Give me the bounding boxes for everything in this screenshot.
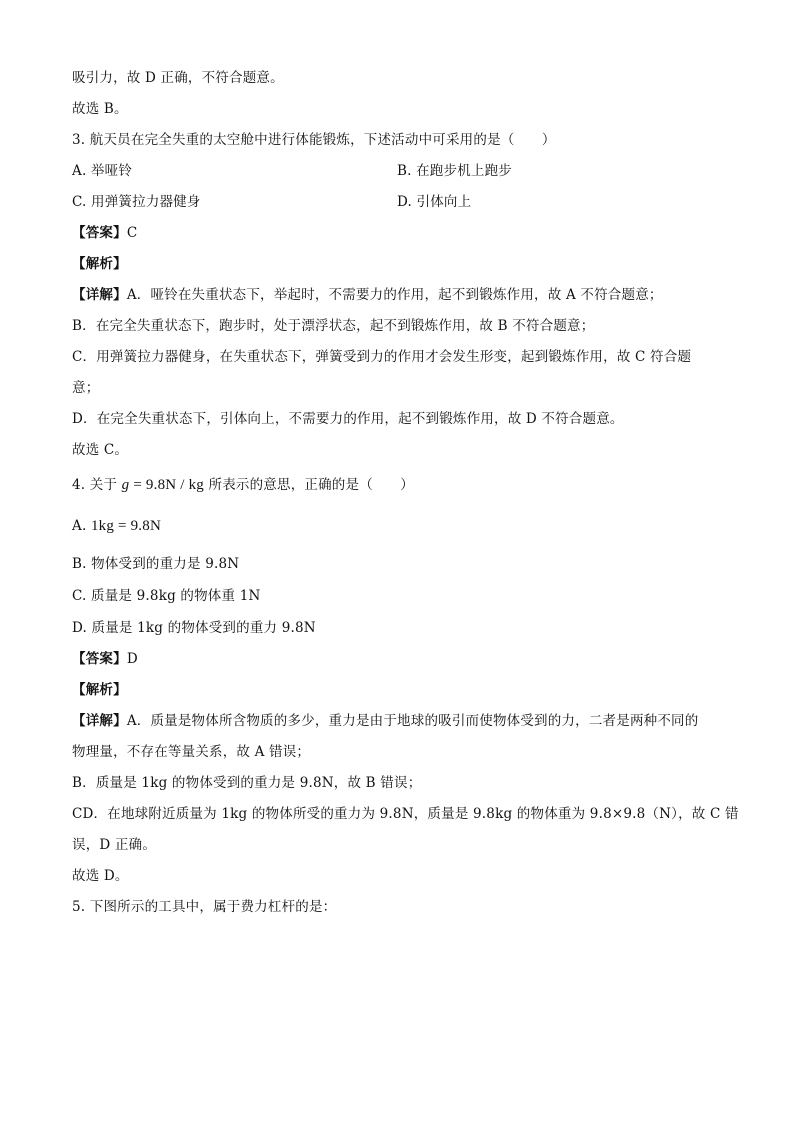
q4-detail-cd: CD．在地球附近质量为 1kg 的物体所受的重力为 9.8N，质量是 9.8kg 的物体重为 9.8×9.8（N），故 C 错 — [72, 806, 739, 822]
q4-analysis-tag: 【解析】 — [72, 682, 127, 698]
q4-formula: = 9.8N / kg — [129, 477, 204, 493]
q3-analysis-tag: 【解析】 — [72, 256, 127, 272]
q3-choose: 故选 C。 — [72, 442, 129, 458]
detail-tag: 【详解】 — [72, 287, 127, 303]
q3-detail-c: C．用弹簧拉力器健身，在失重状态下，弹簧受到力的作用才会发生形变，起到锻炼作用，故 C 符合题 — [72, 349, 692, 365]
answer-tag: 【答案】 — [72, 225, 127, 241]
q3-detail-b: B．在完全失重状态下，跑步时，处于漂浮状态，起不到锻炼作用，故 B 不符合题意； — [72, 318, 595, 334]
question-3-stem: 3. 航天员在完全失重的太空舱中进行体能锻炼，下述活动中可采用的是（ ） — [72, 132, 556, 148]
q4-suffix: 所表示的意思，正确的是（ ） — [204, 477, 414, 493]
q4-option-a — [72, 517, 161, 535]
q4-option-c: C. 质量是 9.8kg 的物体重 1N — [72, 588, 261, 604]
detail-text: A．哑铃在失重状态下，举起时，不需要力的作用，起不到锻炼作用，故 A 不符合题意； — [126, 287, 663, 303]
q4-answer — [72, 650, 138, 668]
q4-option-b: B. 物体受到的重力是 9.8N — [72, 556, 240, 572]
option-label: A. — [72, 518, 91, 534]
q3-detail-a — [72, 286, 663, 304]
q4-detail-a-cont: 物理量，不存在等量关系，故 A 错误； — [72, 744, 311, 760]
q3-option-d: D. 引体向上 — [397, 194, 472, 210]
q4-option-d: D. 质量是 1kg 的物体受到的重力 9.8N — [72, 620, 316, 636]
q3-detail-d: D．在完全失重状态下，引体向上，不需要力的作用，起不到锻炼作用，故 D 不符合题意。 — [72, 411, 624, 427]
q3-answer — [72, 224, 137, 242]
q4-choose: 故选 D。 — [72, 868, 129, 884]
text-line: 吸引力，故 D 正确，不符合题意。 — [72, 70, 284, 86]
text-line: 故选 B。 — [72, 101, 128, 117]
q4-formula-g: g — [121, 477, 130, 493]
question-5-stem: 5. 下图所示的工具中，属于费力杠杆的是： — [72, 899, 337, 915]
q3-option-c: C. 用弹簧拉力器健身 — [72, 194, 201, 210]
q4-prefix: 4. 关于 — [72, 477, 122, 493]
answer-tag: 【答案】 — [72, 651, 127, 667]
detail-tag: 【详解】 — [72, 713, 127, 729]
answer-value: D — [126, 651, 138, 667]
detail-text: A．质量是物体所含物质的多少，重力是由于地球的吸引而使物体受到的力，二者是两种不同的 — [126, 713, 699, 729]
q4-detail-cd-cont: 误，D 正确。 — [72, 837, 157, 853]
q3-option-b: B. 在跑步机上跑步 — [397, 163, 513, 179]
q3-option-a: A. 举哑铃 — [72, 163, 133, 179]
q4-detail-b: B．质量是 1kg 的物体受到的重力是 9.8N，故 B 错误； — [72, 775, 422, 791]
answer-value: C — [126, 225, 138, 241]
q4-option-a-formula: 1kg = 9.8N — [90, 518, 161, 534]
question-4-stem — [72, 476, 414, 494]
q3-detail-c-cont: 意； — [72, 380, 100, 396]
q4-detail-a — [72, 712, 698, 730]
